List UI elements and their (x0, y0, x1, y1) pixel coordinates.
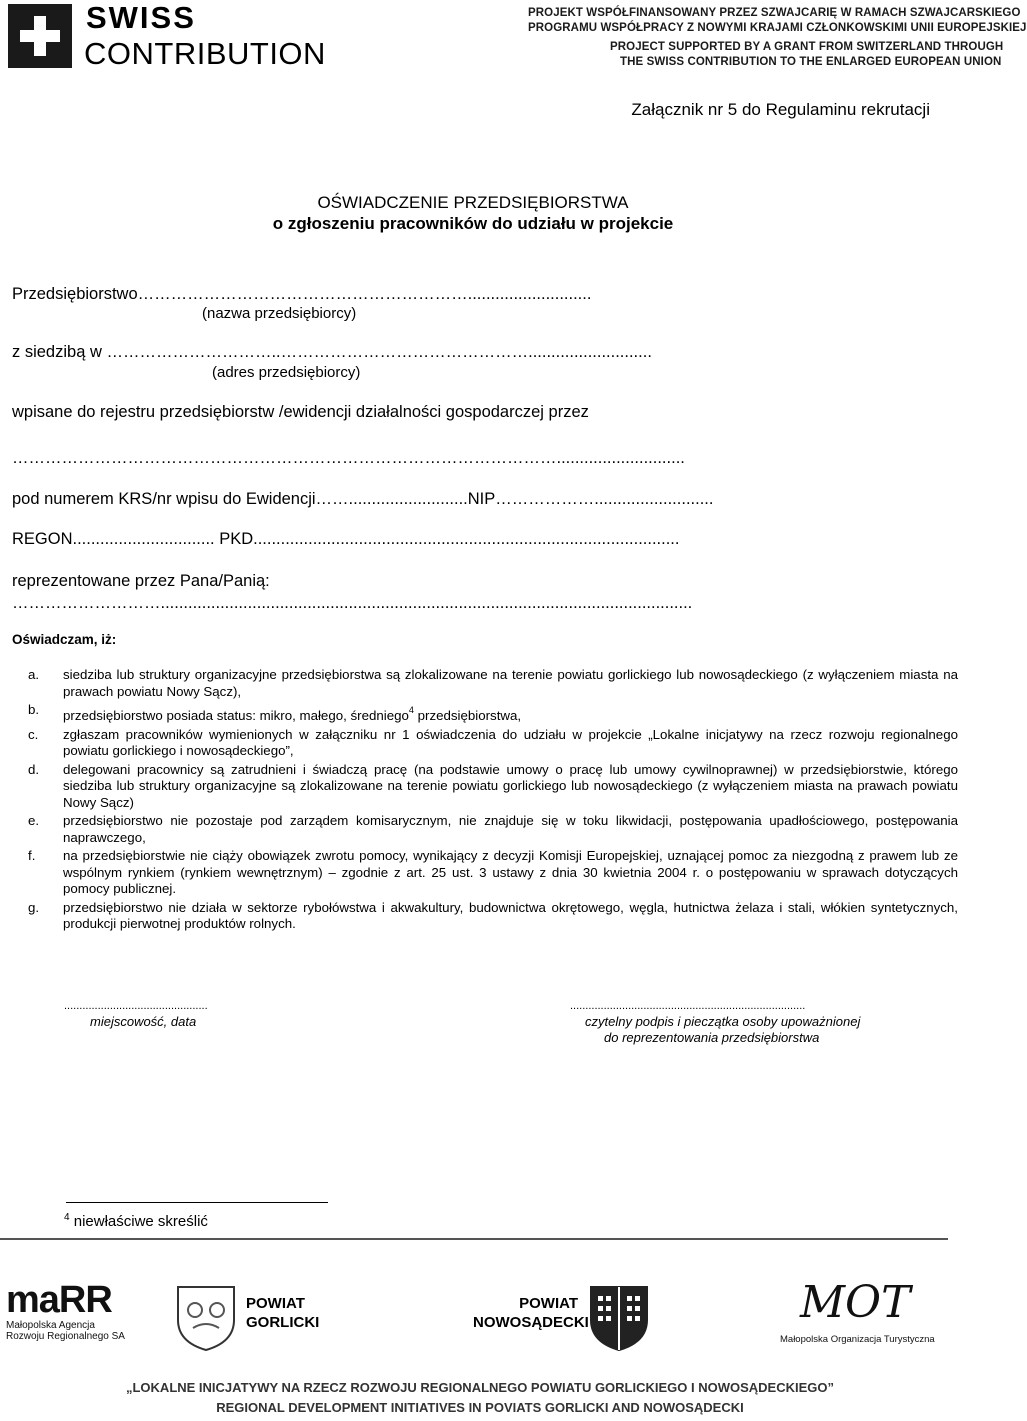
declare-heading: Oświadczam, iż: (12, 632, 117, 647)
brand-contribution: CONTRIBUTION (84, 36, 326, 71)
coat-of-arms-icon (175, 1284, 237, 1352)
signature-label-2: do reprezentowania przedsiębiorstwa (604, 1030, 820, 1045)
header-line-4: THE SWISS CONTRIBUTION TO THE ENLARGED EUROPEAN UNION (620, 56, 1002, 68)
tagline-polish: „LOKALNE INICJATYWY NA RZECZ ROZWOJU REGIONALNEGO POWIATU GORLICKIEGO I NOWOSĄDECKIEGO” (125, 1380, 835, 1395)
place-date-label: miejscowość, data (90, 1014, 197, 1029)
annex-label: Załącznik nr 5 do Regulaminu rekrutacji (631, 100, 930, 119)
document-title: OŚWIADCZENIE PRZEDSIĘBIORSTWA (317, 193, 629, 212)
document-subtitle: o zgłoszeniu pracowników do udziału w projekcie (272, 214, 674, 233)
brand-swiss: SWISS (86, 0, 196, 35)
swiss-flag-logo (8, 4, 72, 68)
company-name-caption: (nazwa przedsiębiorcy) (202, 305, 357, 322)
registry-text: wpisane do rejestru przedsiębiorstw /ewidencji działalności gospodarczej przez (12, 403, 589, 421)
place-date-dots: ............................................... (64, 1000, 208, 1012)
list-item: f. na przedsiębiorstwie nie ciąży obowiązek zwrotu pomocy, wynikający z decyzji Komisji Europejskiej, uznającej pomoc za niezgodną z prawem lub ze wspólnym rynkiem (rynkiem wewnętrznym) – zgodnie z art. 25 ust. 3 ustawy z dnia 30 kwietnia 2004 r. o postępowaniu w sprawach dotyczących pomocy publicznej. (28, 848, 958, 896)
signature-label-1: czytelny podpis i pieczątka osoby upoważnionej (585, 1014, 861, 1029)
represented-by-label: reprezentowane przez Pana/Panią: (12, 572, 270, 590)
list-item: c. zgłaszam pracowników wymienionych w załączniku nr 1 oświadczenia do udziału w projekcie „Lokalne inicjatywy na rzecz rozwoju regionalnego powiatu gorlickiego i nowosądeckiego”, (28, 726, 958, 758)
company-name-field: Przedsiębiorstwo……………………………………………………........................... (12, 285, 592, 303)
gorlice-coat-of-arms (175, 1284, 237, 1357)
tagline-english: REGIONAL DEVELOPMENT INITIATIVES IN POVIATS GORLICKI AND NOWOSĄDECKI (216, 1400, 744, 1415)
nowy-sacz-label: POWIAT NOWOSĄDECKI (473, 1295, 589, 1331)
company-seat-caption: (adres przedsiębiorcy) (212, 364, 361, 381)
gorlice-label: POWIAT GORLICKI (246, 1295, 320, 1331)
represented-by-dots: ……………………….................................................................................................................... (12, 594, 693, 612)
regon-pkd-field: REGON............................... PKD............................................................................................. (12, 530, 680, 548)
nowy-sacz-coat-of-arms (588, 1284, 650, 1357)
footer-rule (0, 1238, 948, 1240)
company-seat-field: z siedzibą w …………………………..………………………………………........................... (12, 343, 652, 361)
footnote-separator (66, 1202, 328, 1203)
list-item: b. przedsiębiorstwo posiada status: mikro, małego, średniego$^4$ przedsiębiorstwa, (28, 702, 522, 723)
registry-numbers-field: pod numerem KRS/nr wpisu do Ewidencji……..........................NIP……………….......................... (12, 490, 714, 508)
header-line-1: PROJEKT WSPÓŁFINANSOWANY PRZEZ SZWAJCARIĘ W RAMACH SZWAJCARSKIEGO (528, 7, 1021, 19)
signature-dots: ............................................................................. (570, 1000, 806, 1012)
marr-logo: maRR Małopolska Agencja Rozwoju Regionalnego SA (6, 1279, 125, 1342)
list-item: e. przedsiębiorstwo nie pozostaje pod zarządem komisarycznym, nie znajduje się w toku likwidacji, postępowania upadłościowego, postępowania naprawczego, (28, 813, 958, 845)
list-item: d. delegowani pracownicy są zatrudnieni i świadczą pracę (na podstawie umowy o pracę lub umowy cywilnoprawnej) w przedsiębiorstwie, którego siedziba lub struktury organizacyjne są zlokalizowane na terenie powiatu gorlickiego lub nowosądeckiego (z wyłączeniem miasta na prawach powiatu Nowy Sącz) (28, 761, 958, 810)
mot-logo: MOT Małopolska Organizacja Turystyczna (780, 1277, 935, 1345)
footnote: $^4$ niewłaściwe skreślić (64, 1212, 208, 1230)
header-line-2: PROGRAMU WSPÓŁPRACY Z NOWYMI KRAJAMI CZŁONKOWSKIMI UNII EUROPEJSKIEJ (528, 22, 1027, 34)
declaration-list (28, 667, 958, 935)
footnote-ref: 4 (408, 705, 414, 715)
shield-icon (588, 1284, 650, 1352)
list-item: g. przedsiębiorstwo nie działa w sektorze rybołówstwa i akwakultury, budownictwa okrętowego, węgla, hutnictwa żelaza i stali, włókien syntetycznych, produkcji pierwotnej produktów rolnych. (28, 899, 958, 931)
swiss-cross-icon (8, 4, 72, 68)
registry-dots: ………………………………………………………………………………………............................ (12, 449, 685, 467)
list-item: a. siedziba lub struktury organizacyjne przedsiębiorstwa są zlokalizowane na terenie powiatu gorlickiego lub nowosądeckiego (z wyłączeniem miasta na prawach powiatu Nowy Sącz), (28, 667, 958, 699)
header-line-3: PROJECT SUPPORTED BY A GRANT FROM SWITZERLAND THROUGH (610, 41, 1004, 53)
